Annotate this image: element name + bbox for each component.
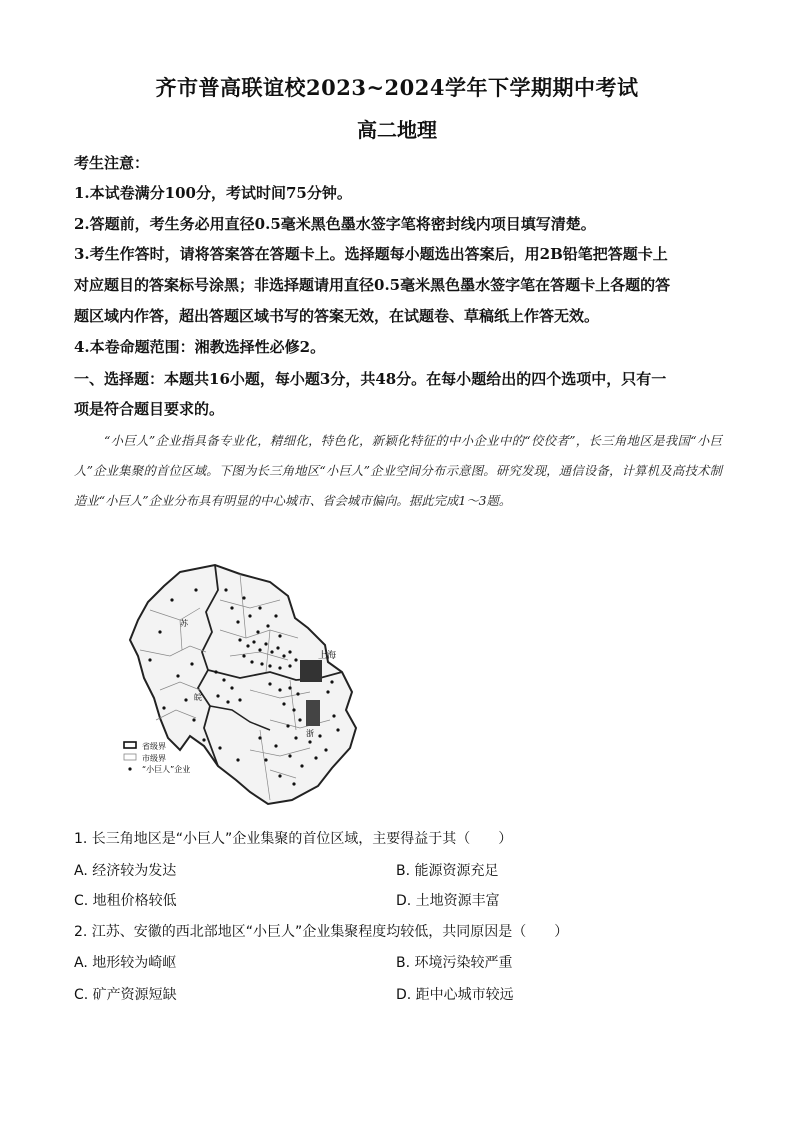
notice-heading: 考生注意： [74, 154, 150, 172]
exam-subtitle: 高二地理 [357, 118, 437, 142]
yangtze-delta-map [120, 560, 380, 810]
notice-item-3-line-3: 题区域内作答，超出答题区域书写的答案无效，在试题卷、草稿纸上作答无效。 [74, 307, 600, 325]
question-1-option-b[interactable]: B. 能源资源充足 [396, 863, 499, 879]
notice-item-3-line-2: 对应题目的答案标号涂黑；非选择题请用直径0.5毫米黑色墨水签字笔在答题卡上各题的答 [74, 276, 671, 294]
notice-item-2: 2.答题前，考生务必用直径0.5毫米黑色墨水签字笔将密封线内项目填写清楚。 [74, 215, 596, 233]
map-label-su: 苏 [180, 619, 188, 628]
question-1-option-c[interactable]: C. 地租价格较低 [74, 893, 177, 909]
legend-province-label: 省级界 [142, 742, 166, 751]
section-heading-line-1: 一、选择题：本题共16小题，每小题3分，共48分。在每小题给出的四个选项中，只有一 [74, 370, 667, 388]
question-2-option-a[interactable]: A. 地形较为崎岖 [74, 955, 177, 971]
question-2-option-c[interactable]: C. 矿产资源短缺 [74, 987, 177, 1003]
notice-item-1: 1.本试卷满分100分，考试时间75分钟。 [74, 184, 352, 202]
question-2-option-b[interactable]: B. 环境污染较严重 [396, 955, 513, 971]
map-label-zhe: 浙 [306, 729, 314, 738]
legend-city-swatch [124, 754, 136, 760]
notice-item-4: 4.本卷命题范围：湘教选择性必修2。 [74, 338, 326, 356]
shanghai-cluster [300, 660, 322, 682]
section-heading-line-2: 项是符合题目要求的。 [74, 400, 225, 418]
legend-enterprise-swatch [128, 767, 131, 770]
question-1-option-a[interactable]: A. 经济较为发达 [74, 863, 177, 879]
legend-province-swatch [124, 742, 136, 748]
notice-item-3-line-1: 3.考生作答时，请将答案答在答题卡上。选择题每小题选出答案后，用2B铅笔把答题卡上 [74, 245, 668, 263]
question-2-option-d[interactable]: D. 距中心城市较远 [396, 987, 514, 1003]
map-label-shanghai: 上海 [318, 651, 337, 661]
question-1-stem: 1. 长三角地区是“小巨人”企业集聚的首位区域，主要得益于其（ ） [74, 831, 513, 847]
question-1-option-d[interactable]: D. 土地资源丰富 [396, 893, 500, 909]
legend-enterprise-label: “小巨人”企业 [142, 765, 191, 774]
legend-city-label: 市级界 [142, 754, 166, 763]
zhejiang-coast-cluster [306, 700, 320, 726]
exam-title: 齐市普高联谊校2023~2024学年下学期期中考试 [155, 75, 639, 100]
question-2-stem: 2. 江苏、安徽的西北部地区“小巨人”企业集聚程度均较低，共同原因是（ ） [74, 924, 569, 940]
reading-passage: “小巨人”企业指具备专业化，精细化，特色化，新颖化特征的中小企业中的“佼佼者”，长三角地区是我国“小巨人”企业集聚的首位区域。下图为长三角地区“小巨人”企业空间分布示意图。研究发现，通信设备，计算机及高技术制造业“小巨人”企业分布具有明显的中心城市、省会城市偏向。据此完成1～3题。 [74, 433, 722, 508]
map-label-wan: 皖 [194, 693, 202, 702]
